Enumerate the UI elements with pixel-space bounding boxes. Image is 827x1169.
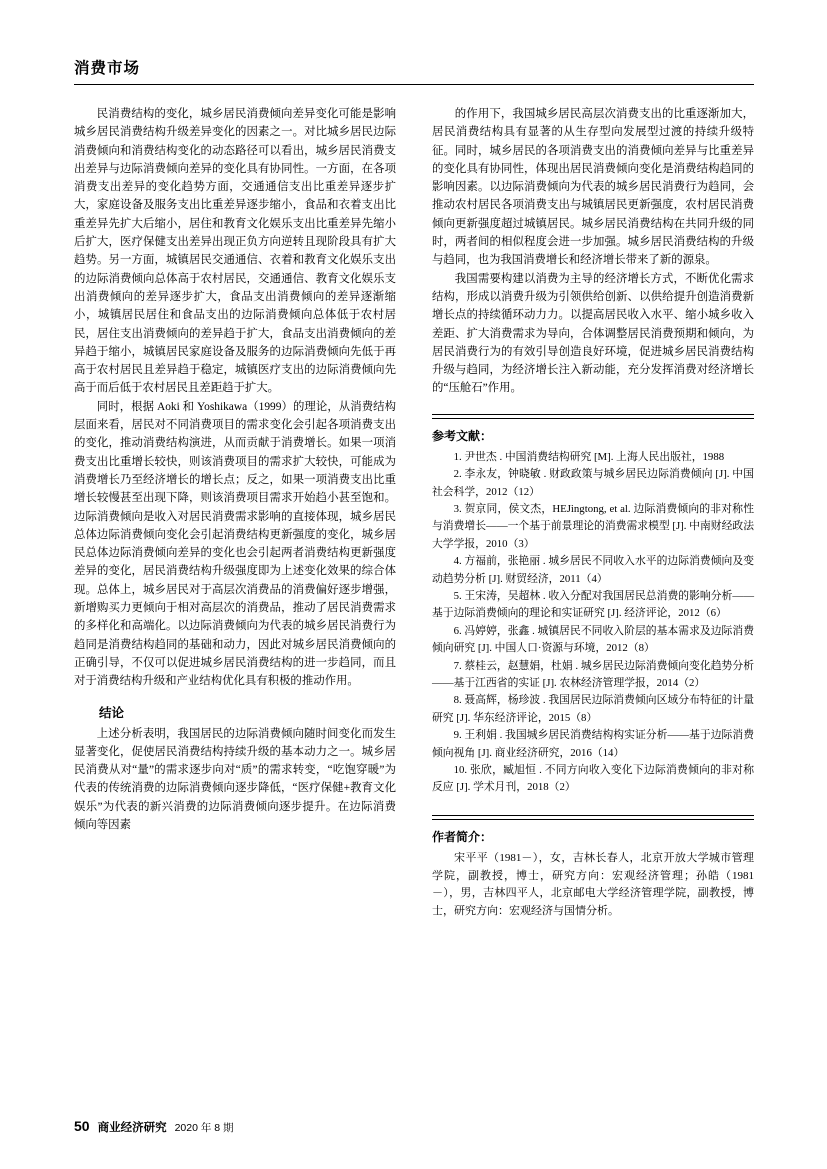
footer-issue: 2020 年 8 期 [174, 1122, 234, 1134]
page-header [74, 56, 754, 85]
bio-divider-thick [432, 815, 754, 816]
header-title: 消费市场 [74, 60, 141, 77]
paragraph: 民消费结构的变化，城乡居民消费倾向差异变化可能是影响城乡居民消费结构升级差异变化的因素之一。对比城乡居民边际消费倾向和消费结构变化的动态路径可以看出，城乡居民消费支出差异与边际消费倾向差异的变化具有协同性。一方面，在各项消费支出差异的变化趋势方面，交通通信支出比重差异逐步扩大，家庭设备及服务支出比重差异逐步缩小，食品和衣着支出比重差异先扩大后缩小，居住和教育文化娱乐支出比重差异先缩小后扩大，医疗保健支出差异出现正负方向逆转且现阶段具有扩大趋势。另一方面，城镇居民交通通信、衣着和教育文化娱乐支出的边际消费倾向总体高于农村居民，交通通信、教育文化娱乐支出消费倾向的差异逐步扩大，食品支出消费倾向的差异逐渐缩小，城镇居民居住和食品支出的边际消费倾向总体低于农村居民，居住支出消费倾向的差异趋于扩大，食品支出消费倾向的差异趋于缩小，城镇居民家庭设备及服务的边际消费倾向先低于再高于农村居民且差异趋于稳定，城镇医疗支出的边际消费倾向先高于而后低于农村居民且差距趋于扩大。 [74, 108, 396, 395]
header-divider [74, 84, 754, 85]
author-bio-block [432, 815, 754, 921]
footer-journal-name: 商业经济研究 [97, 1122, 167, 1134]
author-bio-title: 作者简介： [432, 829, 493, 844]
reference-item: 5. 王宋涛，吴超林 . 收入分配对我国居民总消费的影响分析——基于边际消费倾向的理论和实证研究 [J]. 经济评论，2012（6） [432, 590, 754, 620]
references-block [432, 414, 754, 797]
references-divider-thick [432, 414, 754, 415]
paragraph: 我国需要构建以消费为主导的经济增长方式，不断优化需求结构，形成以消费升级为引领供给创新、以供给提升创造消费新增长点的持续循环动力力。以提高居民收入水平、缩小城乡收入差距、扩大消费需求为导向，合体调整居民消费预期和倾向，为居民消费行为的有效引导创造良好环境，促进城乡居民消费结构升级与趋同，为经济增长注入新动能，充分发挥消费对经济增长的“压舱石”作用。 [432, 272, 754, 395]
left-column [74, 105, 396, 921]
page-footer [74, 1118, 234, 1135]
reference-item: 9. 王利娟 . 我国城乡居民消费结构构实证分析——基于边际消费倾向视角 [J]. 商业经济研究，2016（14） [432, 729, 754, 759]
paragraph: 同时，根据 Aoki 和 Yoshikawa（1999）的理论，从消费结构层面来看，居民对不同消费项目的需求变化会引起各项消费支出的变化，推动消费结构演进，从而贡献于消费增长。如果一项消费支出比重增长较快，则该消费项目的需求扩大较快，可能成为消费增长乃至经济增长的增长点；反之，如果一项消费支出比重增长较慢甚至出现下降，则该消费项目需求开始趋小甚至饱和。边际消费倾向是收入对居民消费需求影响的直接体现，城乡居民总体边际消费倾向变化会引起消费结构更新强度的变化，城乡居民总体边际消费倾向差异的变化也会引起两者消费结构更新强度差异的变化，居民消费结构升级强度即为上述变化效果的综合体现。总体上，城乡居民对于高层次消费品的消费偏好逐步增强，新增购买力更倾向于相对高层次的消费品，推动了居民消费需求的多样化和高端化。以边际消费倾向为代表的城乡居民消费行为趋同是消费结构趋同的基础和动力，因此对城乡居民消费倾向的正确引导，不仅可以促进城乡居民消费结构的进一步趋同，而且对于消费结构升级和产业结构优化具有积极的推动作用。 [74, 400, 396, 688]
reference-item: 4. 方福前，张艳丽 . 城乡居民不同收入水平的边际消费倾向及变动趋势分析 [J]. 财贸经济，2011（4） [432, 555, 754, 585]
paragraph: 的作用下，我国城乡居民高层次消费支出的比重逐渐加大，居民消费结构具有显著的从生存型向发展型过渡的持续升级特征。同时，城乡居民的各项消费支出的消费倾向差异与比重差异的变化具有协同性，体现出居民消费倾向变化是消费结构趋同的影响因素。以边际消费倾向为代表的城乡居民消费行为趋同，会推动农村居民各项消费支出与城镇居民更新强度，农村居民消费倾向更新强度超过城镇居民。城乡居民消费结构在共同升级的同时，两者间的相似程度会进一步加强。城乡居民消费结构的升级与趋同，也为我国消费增长和经济增长带来了新的源泉。 [432, 108, 754, 267]
author-bio-text: 宋平平（1981－），女，吉林长春人，北京开放大学城市管理学院，副教授，博士，研究方向：宏观经济管理；孙皓（1981－），男，吉林四平人，北京邮电大学经济管理学院，副教授，博士，研究方向：宏观经济与国情分析。 [432, 851, 754, 918]
footer-page-number: 50 [74, 1118, 90, 1134]
bio-divider-thin [432, 819, 754, 820]
reference-item: 7. 蔡桂云，赵慧娟，杜娟 . 城乡居民边际消费倾向变化趋势分析——基于江西省的实证 [J]. 农林经济管理学报，2014（2） [432, 659, 754, 690]
right-column [432, 105, 754, 921]
reference-item: 6. 冯婷婷，张鑫 . 城镇居民不同收入阶层的基本需求及边际消费倾向研究 [J]. 中国人口·资源与环境，2012（8） [432, 624, 754, 655]
reference-item: 3. 贺京同，侯文杰，HEJingtong, et al. 边际消费倾向的非对称性与消费增长——一个基于前景理论的消费需求模型 [J]. 中南财经政法大学学报，2010（3） [432, 502, 754, 550]
reference-item: 8. 聂高辉，杨珍波 . 我国居民边际消费倾向区域分布特征的计量研究 [J]. 华东经济评论，2015（8） [432, 694, 754, 724]
reference-item: 1. 尹世杰 . 中国消费结构研究 [M]. 上海人民出版社，1988 [453, 450, 725, 463]
references-divider-thin [432, 418, 754, 419]
paragraph: 上述分析表明，我国居民的边际消费倾向随时间变化而发生显著变化，促使居民消费结构持续升级的基本动力之一。城乡居民消费从对“量”的需求逐步向对“质”的需求转变，“吃饱穿暖”为代表的传统消费的边际消费倾向逐步降低，“医疗保健+教育文化娱乐”为代表的新兴消费的边际消费倾向逐步提升。在边际消费倾向等因素 [74, 727, 396, 831]
reference-item: 2. 李永友，钟晓敏 . 财政政策与城乡居民边际消费倾向 [J]. 中国社会科学，2012（12） [432, 468, 754, 498]
article-columns [74, 105, 754, 921]
references-title: 参考文献： [432, 428, 493, 443]
reference-item: 10. 张欣，臧旭恒 . 不同方向收入变化下边际消费倾向的非对称反应 [J]. 学术月刊，2018（2） [432, 764, 754, 794]
section-heading-conclusion: 结论 [99, 705, 125, 720]
